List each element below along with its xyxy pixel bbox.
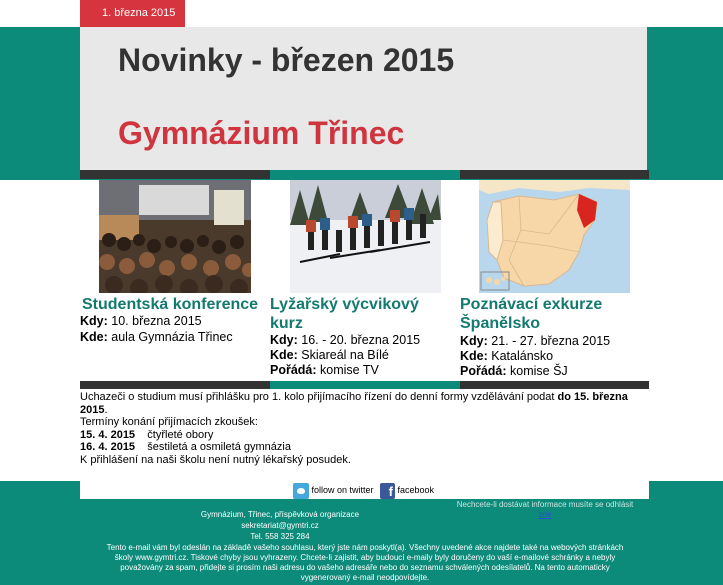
- twitter-link[interactable]: follow on twitter: [293, 482, 374, 499]
- divider-right: [460, 381, 649, 389]
- conference-when: Kdy: 10. března 2015: [80, 314, 202, 328]
- newsletter-title: Novinky - březen 2015: [118, 42, 455, 78]
- ski-organizer: Pořádá: komise TV: [270, 363, 379, 377]
- ski-when: Kdy: 16. - 20. března 2015: [270, 333, 421, 347]
- conference-where: Kde: aula Gymnázia Třinec: [80, 330, 233, 344]
- footer-phone: Tel. 558 325 284: [250, 532, 310, 541]
- twitter-icon[interactable]: [293, 483, 309, 499]
- article-title-conference[interactable]: Studentská konference: [82, 296, 259, 313]
- spain-where: Kde: Katalánsko: [460, 349, 554, 363]
- header-bar-right: [460, 170, 649, 179]
- spain-map[interactable]: [479, 180, 630, 293]
- school-name: Gymnázium Třinec: [118, 115, 405, 151]
- header-box: [80, 27, 647, 170]
- unsubscribe-text: Nechcete-li dostávat informace musíte se odhlásit zde: [456, 500, 634, 519]
- unsubscribe-link[interactable]: zde: [538, 510, 552, 519]
- ski-course-photo[interactable]: [290, 180, 441, 293]
- date-tab: 1. března 2015: [80, 0, 185, 27]
- ski-where: Kde: Skiareál na Bílé: [270, 348, 389, 362]
- facebook-icon[interactable]: f: [380, 483, 395, 499]
- spain-when: Kdy: 21. - 27. března 2015: [460, 334, 611, 348]
- footer-disclaimer: Tento e-mail vám byl odeslán na základě vašeho souhlasu, který jste nám poskytl(a). Všechny uvedené akce najdete také na webových stránkách školy www.gymtri.cz. Tiskové chyby jsou vyhrazeny. Chcete-li zajistit, aby budoucí e-maily byly doručeny do vaší e-mailové schránky a nebyly považovány za spam, přidejte si prosím naši adresu do vašeho adresáře nebo do seznamu schválených odesílatelů. Na tento automaticky vygenerovaný e-mail neodpovídejte.: [106, 543, 624, 582]
- divider-mid: [270, 381, 460, 389]
- spain-organizer: Pořádá: komise ŠJ: [460, 364, 568, 378]
- header-bar-mid: [270, 170, 460, 179]
- admission-info: Uchazeči o studium musí přihlášku pro 1. kolo přijímacího řízení do denní formy vzdělávání podat do 15. března 2015. Termíny konání přijímacích zkoušek: 15. 4. 2015 čtyřleté obory 16. 4. 2015 šestiletá a osmiletá gymnázia K přihlášení na naši školu není nutný lékařský posudek.: [80, 391, 628, 466]
- article-title-spain[interactable]: Poznávací exkurze Španělsko: [460, 296, 603, 332]
- article-title-ski[interactable]: Lyžařský výcvikový kurz: [270, 296, 419, 332]
- conference-photo[interactable]: [99, 180, 251, 293]
- footer-email[interactable]: sekretariat@gymtri.cz: [241, 521, 319, 530]
- divider-left: [80, 381, 270, 389]
- footer-org: Gymnázium, Třinec, příspěvková organizace: [200, 510, 360, 519]
- header-bar-left: [80, 170, 270, 179]
- facebook-link[interactable]: f facebook: [380, 482, 434, 499]
